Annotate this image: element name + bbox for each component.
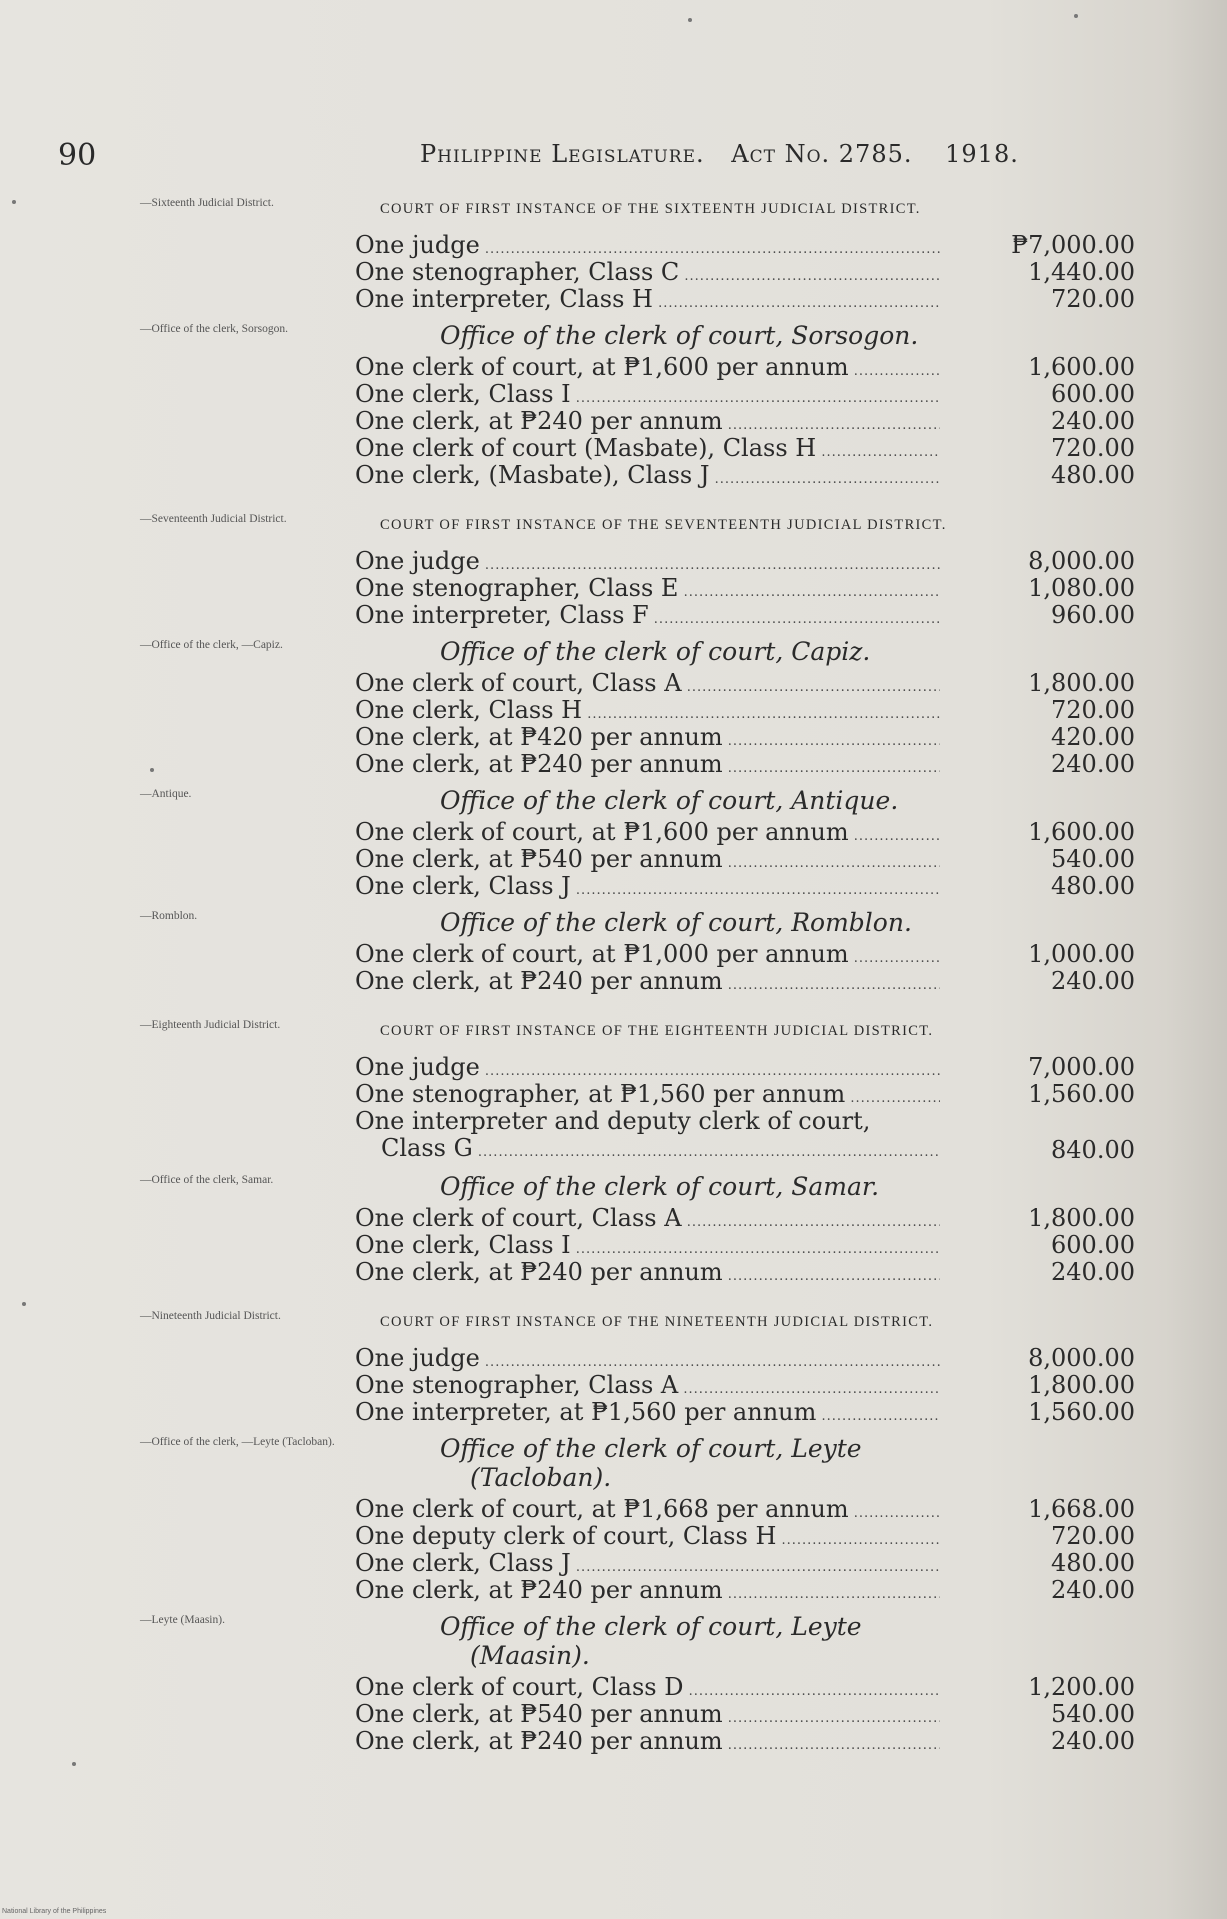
line-item (0, 575, 1227, 602)
line-item (0, 259, 1227, 286)
item-label: One clerk of court, at ₱1,000 per annum ..... (355, 941, 940, 972)
office-title-line1: Office of the clerk of court, Samar. (440, 1172, 880, 1201)
line-item (0, 1345, 1227, 1372)
item-label: One clerk, Class J ..... (355, 873, 940, 904)
item-amount: 960.00 (1051, 601, 1135, 629)
office-title-line1: Office of the clerk of court, Leyte (440, 1612, 862, 1641)
office-title-line1: Office of the clerk of court, Antique. (440, 786, 899, 815)
item-amount: 540.00 (1051, 1700, 1135, 1728)
item-label: One judge ..... (355, 232, 940, 263)
item-amount: 1,600.00 (1028, 818, 1135, 846)
item-amount: 240.00 (1051, 1258, 1135, 1286)
clerk-office (0, 1426, 1227, 1604)
line-item (0, 435, 1227, 462)
line-item (0, 1081, 1227, 1108)
act-number: Act No. 2785. (731, 140, 913, 168)
line-item (0, 286, 1227, 313)
margin-note: —Nineteenth Judicial District. (140, 1310, 281, 1322)
line-item (0, 381, 1227, 408)
item-amount: 8,000.00 (1028, 1344, 1135, 1372)
line-item (0, 1701, 1227, 1728)
clerk-office (0, 313, 1227, 489)
spacer (0, 1040, 1227, 1054)
item-label: One deputy clerk of court, Class H ..... (355, 1523, 940, 1554)
item-label: One interpreter, Class F ..... (355, 602, 940, 633)
court-title: COURT OF FIRST INSTANCE OF THE NINETEENTH JUDICIAL DISTRICT. (380, 1314, 934, 1330)
margin-note: —Seventeenth Judicial District. (140, 513, 287, 525)
item-amount: 600.00 (1051, 1231, 1135, 1259)
court-title: COURT OF FIRST INSTANCE OF THE SIXTEENTH JUDICIAL DISTRICT. (380, 201, 921, 217)
paper-speck (688, 18, 692, 22)
court-section (0, 1017, 1227, 1308)
paper-speck (72, 1762, 76, 1766)
line-item (0, 1259, 1227, 1286)
line-item (0, 697, 1227, 724)
court-section (0, 1308, 1227, 1777)
office-title (440, 629, 960, 670)
court-section (0, 511, 1227, 1017)
item-label: One clerk of court, Class D ..... (355, 1674, 940, 1705)
running-title: Philippine Legislature. (420, 140, 705, 168)
margin-note: —Office of the clerk, Samar. (140, 1174, 274, 1186)
margin-note: —Sixteenth Judicial District. (140, 197, 274, 209)
footer-credit: National Library of the Philippines (2, 1908, 107, 1915)
item-label: One stenographer, at ₱1,560 per annum ..... (355, 1081, 940, 1112)
office-title (440, 313, 960, 354)
margin-note: —Office of the clerk, —Leyte (Tacloban). (140, 1436, 335, 1448)
item-label: One clerk, at ₱240 per annum ..... (355, 408, 940, 439)
item-label: One clerk, at ₱540 per annum ..... (355, 846, 940, 877)
year: 1918. (945, 140, 1019, 168)
office-title-line1: Office of the clerk of court, Romblon. (440, 908, 912, 937)
item-label: One clerk, Class H ..... (355, 697, 940, 728)
item-amount: 7,000.00 (1028, 1053, 1135, 1081)
line-item (0, 1496, 1227, 1523)
line-item (0, 354, 1227, 381)
item-label: One stenographer, Class C ..... (355, 259, 940, 290)
item-label: One stenographer, Class E ..... (355, 575, 940, 606)
court-section (0, 195, 1227, 511)
spacer (0, 1331, 1227, 1345)
line-item (0, 941, 1227, 968)
office-title (440, 1604, 960, 1674)
item-amount: 240.00 (1051, 967, 1135, 995)
margin-note: —Romblon. (140, 910, 198, 922)
running-header (420, 140, 1019, 168)
item-label: One clerk, Class J ..... (355, 1550, 940, 1581)
item-label: One interpreter, at ₱1,560 per annum ..... (355, 1399, 940, 1430)
office-title-line2: (Tacloban). (470, 1463, 612, 1492)
office-title (440, 1426, 960, 1496)
item-label: One clerk, at ₱540 per annum ..... (355, 1701, 940, 1732)
line-item (0, 1399, 1227, 1426)
clerk-office (0, 1604, 1227, 1755)
item-label: One clerk, (Masbate), Class J ..... (355, 462, 940, 493)
line-item (0, 670, 1227, 697)
item-amount: 1,800.00 (1028, 669, 1135, 697)
item-amount: 840.00 (1051, 1136, 1135, 1164)
item-amount: 480.00 (1051, 1549, 1135, 1577)
office-title-line1: Office of the clerk of court, Capiz. (440, 637, 871, 666)
item-amount: 1,080.00 (1028, 574, 1135, 602)
item-label: One clerk, Class I ..... (355, 381, 940, 412)
item-amount: 720.00 (1051, 1522, 1135, 1550)
item-amount: 1,668.00 (1028, 1495, 1135, 1523)
item-label: One interpreter, Class H ..... (355, 286, 940, 317)
item-amount: ₱7,000.00 (1011, 231, 1135, 259)
item-amount: 720.00 (1051, 285, 1135, 313)
item-label: One clerk, at ₱240 per annum ..... (355, 1259, 940, 1290)
item-label: One clerk of court, at ₱1,600 per annum ..... (355, 354, 940, 385)
line-item (0, 1728, 1227, 1755)
item-amount: 1,200.00 (1028, 1673, 1135, 1701)
item-amount: 240.00 (1051, 1727, 1135, 1755)
line-item (0, 1674, 1227, 1701)
item-label: One judge ..... (355, 548, 940, 579)
clerk-office (0, 629, 1227, 778)
line-item (0, 1550, 1227, 1577)
page-number: 90 (58, 138, 97, 173)
item-amount: 1,600.00 (1028, 353, 1135, 381)
item-label: One clerk of court (Masbate), Class H ..... (355, 435, 940, 466)
item-label-line2: Class G ..... (355, 1135, 940, 1164)
item-amount: 240.00 (1051, 1576, 1135, 1604)
item-label (355, 1108, 940, 1164)
paper-speck (150, 768, 154, 772)
line-item (0, 1232, 1227, 1259)
spacer (0, 534, 1227, 548)
item-amount: 720.00 (1051, 696, 1135, 724)
item-amount: 1,440.00 (1028, 258, 1135, 286)
office-title (440, 900, 960, 941)
office-title (440, 778, 960, 819)
line-item (0, 873, 1227, 900)
margin-note: —Leyte (Maasin). (140, 1614, 225, 1626)
appropriations-list (0, 195, 1227, 1777)
item-label: One clerk of court, at ₱1,668 per annum ..... (355, 1496, 940, 1527)
line-item (0, 751, 1227, 778)
line-item (0, 968, 1227, 995)
line-item (0, 1372, 1227, 1399)
office-title-line1: Office of the clerk of court, Sorsogon. (440, 321, 919, 350)
line-item (0, 724, 1227, 751)
item-amount: 240.00 (1051, 407, 1135, 435)
item-amount: 1,000.00 (1028, 940, 1135, 968)
line-item (0, 1108, 1227, 1164)
item-amount: 8,000.00 (1028, 547, 1135, 575)
clerk-office (0, 778, 1227, 900)
office-title-line1: Office of the clerk of court, Leyte (440, 1434, 862, 1463)
item-label: One clerk, at ₱240 per annum ..... (355, 1728, 940, 1759)
item-amount: 240.00 (1051, 750, 1135, 778)
office-title-line2: (Maasin). (470, 1641, 590, 1670)
item-label: One judge ..... (355, 1345, 940, 1376)
item-amount: 480.00 (1051, 872, 1135, 900)
line-item (0, 462, 1227, 489)
item-label-line1: One interpreter and deputy clerk of court, (355, 1108, 871, 1135)
line-item (0, 548, 1227, 575)
item-label: One clerk of court, Class A ..... (355, 670, 940, 701)
margin-note: —Antique. (140, 788, 192, 800)
line-item (0, 846, 1227, 873)
margin-note: —Office of the clerk, Sorsogon. (140, 323, 288, 335)
margin-note: —Eighteenth Judicial District. (140, 1019, 281, 1031)
clerk-office (0, 900, 1227, 995)
item-label: One clerk, at ₱240 per annum ..... (355, 1577, 940, 1608)
paper-speck (12, 200, 16, 204)
spacer (0, 218, 1227, 232)
line-item (0, 819, 1227, 846)
line-item (0, 1054, 1227, 1081)
line-item (0, 408, 1227, 435)
line-item (0, 1523, 1227, 1550)
item-amount: 1,560.00 (1028, 1398, 1135, 1426)
item-amount: 1,560.00 (1028, 1080, 1135, 1108)
line-item (0, 1577, 1227, 1604)
clerk-office (0, 1164, 1227, 1286)
paper-speck (1074, 14, 1078, 18)
item-amount: 600.00 (1051, 380, 1135, 408)
item-label: One clerk of court, at ₱1,600 per annum ..... (355, 819, 940, 850)
item-amount: 720.00 (1051, 434, 1135, 462)
item-label: One judge ..... (355, 1054, 940, 1085)
line-item (0, 602, 1227, 629)
item-amount: 1,800.00 (1028, 1204, 1135, 1232)
item-amount: 1,800.00 (1028, 1371, 1135, 1399)
item-amount: 420.00 (1051, 723, 1135, 751)
court-title: COURT OF FIRST INSTANCE OF THE EIGHTEENTH JUDICIAL DISTRICT. (380, 1023, 934, 1039)
item-label: One clerk of court, Class A ..... (355, 1205, 940, 1236)
item-label: One clerk, at ₱240 per annum ..... (355, 968, 940, 999)
office-title (440, 1164, 960, 1205)
item-label: One stenographer, Class A ..... (355, 1372, 940, 1403)
item-label: One clerk, at ₱420 per annum ..... (355, 724, 940, 755)
margin-note: —Office of the clerk, —Capiz. (140, 639, 283, 651)
item-amount: 540.00 (1051, 845, 1135, 873)
court-title: COURT OF FIRST INSTANCE OF THE SEVENTEENTH JUDICIAL DISTRICT. (380, 517, 947, 533)
line-item (0, 1205, 1227, 1232)
item-label: One clerk, at ₱240 per annum ..... (355, 751, 940, 782)
item-label: One clerk, Class I ..... (355, 1232, 940, 1263)
item-amount: 480.00 (1051, 461, 1135, 489)
line-item (0, 232, 1227, 259)
paper-speck (22, 1302, 26, 1306)
